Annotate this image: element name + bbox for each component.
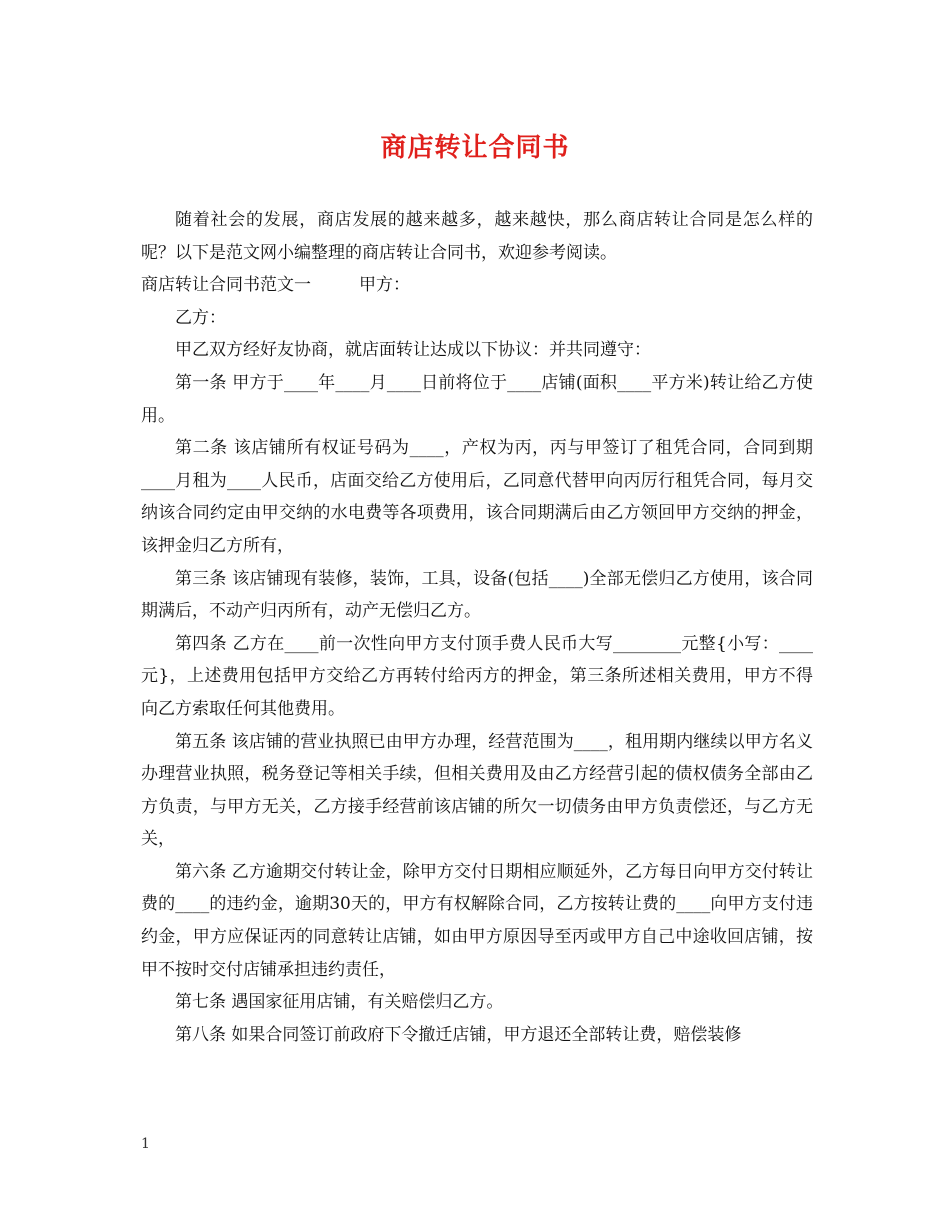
intro-paragraph: 随着社会的发展，商店发展的越来越多，越来越快，那么商店转让合同是怎么样的呢？以下是范文网小编整理的商店转让合同书，欢迎参考阅读。 (141, 210, 813, 263)
article-2: 第二条 该店铺所有权证号码为____，产权为丙，丙与甲签订了租凭合同，合同到期____月租为____人民币，店面交给乙方使用后，乙同意代替甲向丙厉行租凭合同，每月交纳该合同约定由甲交纳的水电费等各项费用，该合同期满后由乙方领回甲方交纳的押金，该押金归乙方所有， (141, 438, 813, 556)
article-3: 第三条 该店铺现有装修，装饰，工具，设备(包括____)全部无偿归乙方使用，该合同期满后，不动产归丙所有，动产无偿归乙方。 (141, 568, 813, 622)
article-5: 第五条 该店铺的营业执照已由甲方办理，经营范围为____，租用期内继续以甲方名义办理营业执照，税务登记等相关手续，但相关费用及由乙方经营引起的债权债务全部由乙方负责，与甲方无关，乙方接手经营前该店铺的所欠一切债务由甲方负责偿还，与乙方无关， (141, 731, 813, 850)
article-1: 第一条 甲方于____年____月____日前将位于____店铺(面积____平方米)转让给乙方使用。 (141, 372, 813, 426)
article-6: 第六条 乙方逾期交付转让金，除甲方交付日期相应顺延外，乙方每日向甲方交付转让费的____的违约金，逾期30天的，甲方有权解除合同，乙方按转让费的____向甲方支付违约金，甲方应保证丙的同意转让店铺，如由甲方原因导至丙或甲方自己中途收回店铺，按甲不按时交付店铺承担违约责任， (141, 861, 813, 980)
article-8: 第八条 如果合同签订前政府下令撤迁店铺，甲方退还全部转让费，赔偿装修 (175, 1024, 742, 1045)
party-a-label: 甲方： (359, 275, 410, 296)
document-title: 商店转让合同书 (380, 133, 570, 163)
sample-heading-line (141, 269, 813, 302)
article-7: 第七条 遇国家征用店铺，有关赔偿归乙方。 (175, 992, 504, 1013)
agreement-intro: 甲乙双方经好友协商，就店面转让达成以下协议：并共同遵守： (175, 340, 651, 361)
article-4: 第四条 乙方在____前一次性向甲方支付顶手费人民币大写________元整{小写：____元}，上述费用包括甲方交给乙方再转付给丙方的押金，第三条所述相关费用，甲方不得向乙方索取任何其他费用。 (141, 633, 813, 719)
party-b-label: 乙方： (175, 307, 226, 328)
sample-heading: 商店转让合同书范文一 (141, 275, 311, 296)
document-body (141, 204, 813, 1051)
page-number: 1 (141, 1136, 150, 1152)
